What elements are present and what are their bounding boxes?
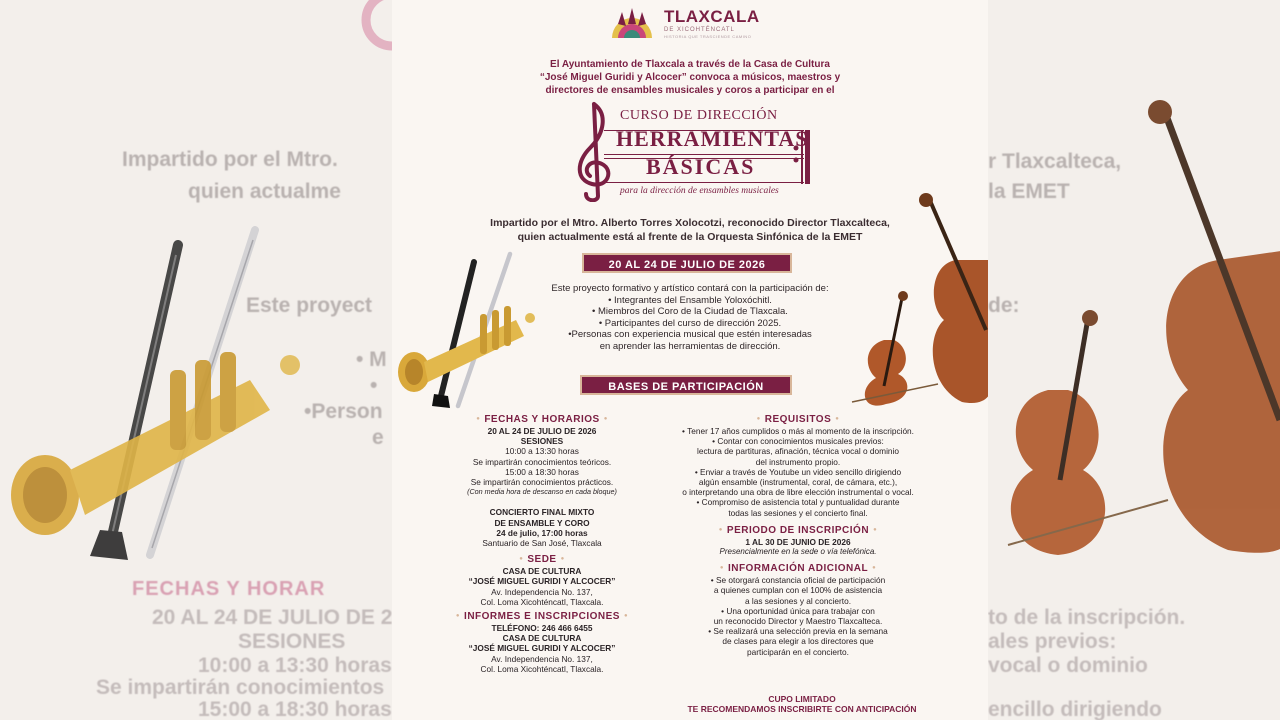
adicional-line: • Se realizará una selección previa en la semana — [708, 626, 888, 637]
adicional-line: a las sesiones y al concierto. — [744, 595, 852, 606]
staff-line — [604, 182, 804, 183]
intro-line: “José Miguel Guridi y Alcocer” convoca a músicos, maestros y — [539, 72, 841, 83]
concierto-line: CONCIERTO FINAL MIXTO — [489, 507, 595, 518]
logo-tagline: HISTORIA QUE TRASCIENDE CAMINO — [664, 33, 752, 39]
concierto-line: DE ENSAMBLE Y CORO — [494, 517, 590, 528]
requisitos-line: • Tener 17 años cumplidos o más al momento de la inscripción. — [682, 425, 914, 436]
requisitos-line: del instrumento propio. — [755, 456, 841, 467]
sede-line: “JOSÉ MIGUEL GURIDI Y ALCOCER” — [468, 576, 616, 587]
bg-text-left-12: Se impartirán conocimientos — [96, 676, 385, 699]
title-line-2: HERRAMIENTAS — [616, 126, 809, 151]
informes-line: Col. Loma Xicohténcatl, Tlaxcala. — [480, 663, 604, 674]
bg-text-left-2: quien actualme — [188, 180, 341, 203]
tlaxcala-emblem-icon — [606, 6, 658, 40]
participants-line: en aprender las herramientas de dirección. — [599, 340, 781, 352]
participants-line: • Miembros del Coro de la Ciudad de Tlaxcala. — [592, 306, 788, 317]
bg-text-right-4: to de la inscripción. — [988, 606, 1186, 629]
course-title — [564, 100, 814, 202]
bg-text-left-5: • — [370, 374, 378, 397]
adicional-line: un reconocido Director y Maestro Tlaxcalteca. — [713, 615, 883, 626]
periodo-line: Presencialmente en la sede o vía telefónica. — [719, 546, 877, 556]
bg-violin-illustration — [1008, 310, 1168, 555]
cupo-line: CUPO LIMITADO — [768, 694, 836, 704]
fechas-line: 15:00 a 18:30 horas — [505, 466, 579, 477]
intro-line: directores de ensambles musicales y coros a participar en el — [545, 85, 835, 96]
bg-text-left-4: • M — [356, 348, 387, 371]
sede-heading: ● SEDE ● — [432, 554, 652, 565]
right-column — [638, 414, 958, 657]
sede-line: Av. Independencia No. 137, — [491, 586, 593, 597]
participants-line: • Participantes del curso de dirección 2025. — [598, 317, 782, 329]
adicional-line: a quienes cumplan con el 100% de asistencia — [713, 585, 883, 596]
limited-spots-notice — [592, 694, 988, 714]
instructor-line: Impartido por el Mtro. Alberto Torres Xolocotzi, reconocido Director Tlaxcalteca, — [490, 217, 890, 229]
fechas-line: Se impartirán conocimientos teóricos. — [472, 456, 612, 467]
bases-banner: BASES DE PARTICIPACIÓN — [580, 375, 792, 395]
bg-text-right-1: r Tlaxcalteca, — [988, 150, 1122, 173]
bg-text-right-7: encillo dirigiendo — [988, 698, 1162, 720]
bg-text-left-3: Este proyect — [246, 294, 373, 317]
bg-text-left-8: FECHAS Y HORAR — [132, 578, 326, 600]
title-line-4: para la dirección de ensambles musicales — [620, 186, 779, 196]
fechas-line: SESIONES — [520, 436, 564, 447]
informes-line: CASA DE CULTURA — [502, 633, 582, 644]
bg-trumpet-illustration — [11, 352, 300, 535]
bg-text-left-6: •Person — [304, 400, 383, 423]
treble-clef-icon — [564, 100, 624, 202]
concierto-line: 24 de julio, 17:00 horas — [496, 527, 588, 538]
participants-line: • Integrantes del Ensamble Yoloxóchitl. — [608, 294, 772, 306]
adicional-line: • Una oportunidad única para trabajar con — [721, 605, 875, 616]
adicional-line: participarán en el concierto. — [747, 646, 849, 657]
bg-text-right-3: de: — [988, 294, 1020, 317]
informes-line: TELÉFONO: 246 466 6455 — [491, 622, 593, 633]
requisitos-line: • Contar con conocimientos musicales previos: — [712, 436, 884, 447]
logo — [606, 6, 760, 40]
bg-logo-fragment — [366, 0, 392, 46]
background-left — [0, 0, 392, 720]
bg-text-right-2: la EMET — [988, 180, 1070, 203]
title-line-3: BÁSICAS — [646, 154, 756, 179]
adicional-line: • Se otorgará constancia oficial de participación — [710, 575, 886, 586]
bg-text-left-9: 20 AL 24 DE JULIO DE 2 — [152, 606, 392, 629]
bg-text-left-7: e — [372, 426, 384, 449]
informes-line: “JOSÉ MIGUEL GURIDI Y ALCOCER” — [468, 643, 616, 654]
left-column — [432, 414, 652, 674]
adicional-heading: ● INFORMACIÓN ADICIONAL ● — [638, 563, 958, 574]
participants-line: •Personas con experiencia musical que estén interesadas — [568, 329, 812, 340]
sede-line: Col. Loma Xicohténcatl, Tlaxcala. — [480, 596, 604, 607]
dates-banner: 20 AL 24 DE JULIO DE 2026 — [582, 253, 792, 273]
requisitos-line: algún ensamble (instrumental, coral, de cámara, etc.), — [698, 476, 898, 487]
requisitos-heading: ● REQUISITOS ● — [638, 414, 958, 425]
adicional-line: de clases para elegir a los directores que — [722, 636, 874, 647]
bg-text-left-10: SESIONES — [238, 630, 346, 653]
fechas-line: Se impartirán conocimientos prácticos. — [470, 476, 614, 487]
participants-line: Este proyecto formativo y artístico contará con la participación de: — [551, 283, 829, 294]
informes-heading: ● INFORMES E INSCRIPCIONES ● — [432, 611, 652, 622]
poster — [392, 0, 988, 720]
instructor-line: quien actualmente está al frente de la Orquesta Sinfónica de la EMET — [517, 231, 863, 243]
requisitos-line: • Compromiso de asistencia total y puntualidad durante — [696, 497, 900, 508]
bg-text-left-1: Impartido por el Mtro. — [122, 148, 338, 171]
requisitos-line: lectura de partituras, afinación, técnica vocal o dominio — [696, 446, 899, 457]
participants-text — [392, 283, 988, 352]
logo-subtitle: DE XICOHTÉNCATL — [664, 26, 735, 33]
periodo-heading: ● PERIODO DE INSCRIPCIÓN ● — [638, 525, 958, 536]
intro-line: El Ayuntamiento de Tlaxcala a través de la Casa de Cultura — [550, 59, 830, 70]
title-line-1: CURSO DE DIRECCIÓN — [620, 108, 778, 123]
requisitos-line: o interpretando una obra de libre elección instrumental o vocal. — [682, 487, 914, 498]
bg-text-right-5: ales previos: — [988, 630, 1117, 653]
requisitos-line: todas las sesiones y el concierto final. — [728, 507, 868, 518]
fechas-note: (Con media hora de descanso en cada bloque) — [467, 487, 617, 497]
bg-text-left-11: 10:00 a 13:30 horas — [198, 654, 392, 677]
background-right — [988, 0, 1280, 720]
periodo-line: 1 AL 30 DE JUNIO DE 2026 — [745, 536, 851, 547]
sede-line: CASA DE CULTURA — [502, 566, 582, 577]
logo-name: TLAXCALA — [664, 6, 760, 26]
intro-text — [392, 58, 988, 97]
requisitos-line: • Enviar a través de Youtube un video sencillo dirigiendo — [694, 466, 902, 477]
concierto-line: Santuario de San José, Tlaxcala — [482, 537, 602, 548]
informes-line: Av. Independencia No. 137, — [491, 653, 593, 664]
fechas-line: 20 AL 24 DE JULIO DE 2026 — [487, 425, 597, 436]
bg-text-left-13: 15:00 a 18:30 horas — [198, 698, 392, 720]
bg-text-right-6: vocal o dominio — [988, 654, 1148, 677]
cupo-line: TE RECOMENDAMOS INSCRIBIRTE CON ANTICIPACIÓN — [687, 704, 917, 714]
bg-cello-illustration — [1148, 100, 1280, 553]
fechas-line: 10:00 a 13:30 horas — [505, 446, 579, 457]
fechas-heading: ● FECHAS Y HORARIOS ● — [432, 414, 652, 425]
